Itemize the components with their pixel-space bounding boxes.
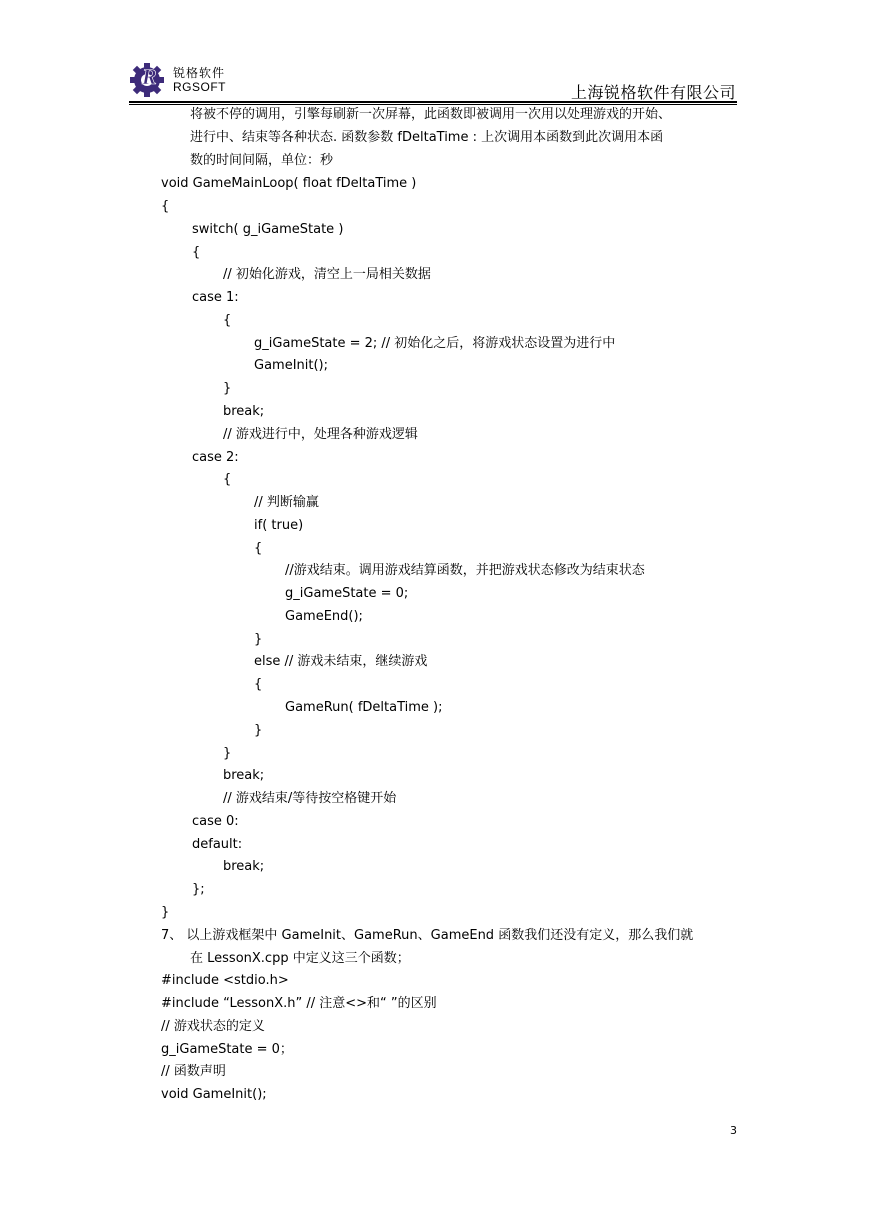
code-line: g_iGameState = 0； [161,1042,293,1057]
header-rule-thin [129,104,737,105]
code-line: { [254,541,263,556]
code-line: #include <stdio.h> [161,973,289,988]
code-line: case 2: [192,450,239,465]
code-comment: //游戏结束。调用游戏结算函数，并把游戏状态修改为结束状态 [285,563,645,578]
code-line: } [223,381,232,396]
code-line: default: [192,837,243,852]
code-line: { [223,313,232,328]
code-line: break; [223,404,265,419]
code-line: g_iGameState = 2; // 初始化之后，将游戏状态设置为进行中 [254,336,616,351]
code-line: if( true) [254,518,304,533]
code-line: #include “LessonX.h” // 注意<>和“ ”的区别 [161,996,437,1011]
code-line: g_iGameState = 0; [285,586,409,601]
company-name: 上海锐格软件有限公司 [570,83,736,102]
code-line: case 1: [192,290,239,305]
list-item-7: 7、 以上游戏框架中 GameInit、GameRun、GameEnd 函数我们还没有定义，那么我们就 [161,928,694,943]
code-line: GameInit(); [254,358,329,373]
code-comment: // 函数声明 [161,1064,226,1079]
logo-chinese-name: 锐格软件 [173,66,226,80]
code-line: }; [192,882,205,897]
code-line: { [161,199,170,214]
code-comment: // 游戏结束/等待按空格键开始 [223,791,397,806]
code-line: GameEnd(); [285,609,363,624]
company-logo [129,60,229,98]
code-line: else // 游戏未结束，继续游戏 [254,654,428,669]
code-comment: // 游戏状态的定义 [161,1019,265,1034]
code-line: break; [223,859,265,874]
code-line: { [223,472,232,487]
header-rule [129,101,737,103]
logo-english-name: RGSOFT [173,80,226,94]
code-comment: // 判断输赢 [254,495,319,510]
paragraph-line: 数的时间间隔，单位：秒 [190,153,334,168]
code-line: void GameMainLoop( float fDeltaTime ) [161,176,417,191]
code-line: break; [223,768,265,783]
page-number: 3 [730,1124,737,1137]
code-line: GameRun( fDeltaTime ); [285,700,443,715]
code-line: { [192,245,201,260]
code-line: case 0: [192,814,239,829]
code-line: void GameInit(); [161,1087,267,1102]
code-comment: // 初始化游戏，清空上一局相关数据 [223,267,431,282]
paragraph-line: 进行中、结束等各种状态. 函数参数 fDeltaTime : 上次调用本函数到此次调用本函 [190,130,664,145]
gear-logo-icon [129,60,169,98]
code-comment: // 游戏进行中，处理各种游戏逻辑 [223,427,418,442]
logo-letter: R [142,64,157,89]
code-line: } [254,632,263,647]
code-line: } [161,905,170,920]
paragraph-line: 在 LessonX.cpp 中定义这三个函数； [190,951,410,966]
code-line: switch( g_iGameState ) [192,222,344,237]
code-line: } [223,746,232,761]
paragraph-line: 将被不停的调用，引擎每刷新一次屏幕，此函数即被调用一次用以处理游戏的开始、 [190,107,672,122]
code-line: } [254,723,263,738]
code-line: { [254,677,263,692]
